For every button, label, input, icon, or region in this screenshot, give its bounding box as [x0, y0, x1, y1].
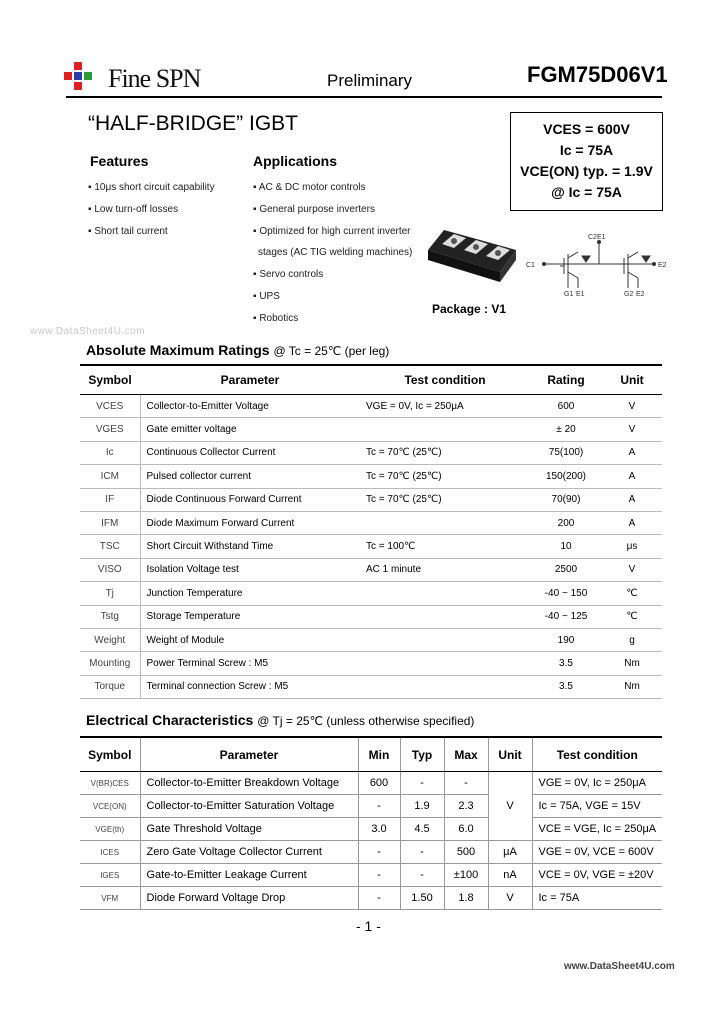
company-logo [64, 62, 214, 98]
table-row: Tstg Storage Temperature -40 ~ 125 ℃ [80, 605, 662, 628]
watermark: www.DataSheet4U.com [30, 326, 146, 337]
table-row: ICES Zero Gate Voltage Collector Current - - 500 μA VGE = 0V, VCE = 600V [80, 841, 662, 864]
list-item: ▪ Short tail current [88, 226, 168, 237]
label-c2e1: C2E1 [588, 234, 606, 241]
label-e2: E2 [636, 291, 645, 298]
list-item: ▪ Low turn-off losses [88, 204, 179, 215]
table-row: ICM Pulsed collector current Tc = 70℃ (25℃) 150(200) A [80, 465, 662, 488]
spec-at-ic: @ Ic = 75A [551, 184, 622, 200]
package-label: Package : V1 [432, 302, 507, 316]
spec-vceon: VCE(ON) typ. = 1.9V [520, 163, 653, 179]
list-item: stages (AC TIG welding machines) [258, 247, 413, 258]
table-row: VGES Gate emitter voltage ± 20 V [80, 418, 662, 441]
elec-condition: @ Tj = 25℃ (unless otherwise specified) [257, 714, 475, 728]
logo-square-red [74, 62, 82, 70]
table-row: VCE(ON) Collector-to-Emitter Saturation Voltage - 1.9 2.3 Ic = 75A, VGE = 15V [80, 795, 662, 818]
abs-max-table [80, 364, 662, 699]
table-row: Mounting Power Terminal Screw : M5 3.5 Nm [80, 652, 662, 675]
features-heading: Features [90, 153, 149, 169]
document-status: Preliminary [327, 71, 413, 90]
logo-square-blue [74, 72, 82, 80]
list-item: ▪ Optimized for high current inverter [253, 226, 411, 237]
page-number: - 1 - [356, 918, 381, 934]
list-item: ▪ UPS [253, 291, 280, 302]
table-row: VGE(th) Gate Threshold Voltage 3.0 4.5 6.0 VCE = VGE, Ic = 250μA [80, 818, 662, 841]
elec-title: Electrical Characteristics @ Tj = 25℃ (unless otherwise specified) [86, 712, 475, 728]
abs-max-title: Absolute Maximum Ratings @ Tc = 25℃ (per leg) [86, 342, 390, 358]
footer-url: www.DataSheet4U.com [564, 961, 675, 972]
abs-max-condition: @ Tc = 25℃ (per leg) [273, 344, 390, 358]
applications-heading: Applications [253, 153, 338, 169]
table-row: Ic Continuous Collector Current Tc = 70℃ (25℃) 75(100) A [80, 441, 662, 464]
label-g1: G1 [564, 291, 574, 298]
table-row: IGES Gate-to-Emitter Leakage Current - - ±100 nA VCE = 0V, VGE = ±20V [80, 864, 662, 887]
list-item: ▪ AC & DC motor controls [253, 182, 366, 193]
table-row: V(BR)CES Collector-to-Emitter Breakdown Voltage 600 - - V VGE = 0V, Ic = 250μA [80, 772, 662, 795]
label-e2-terminal: E2 [658, 262, 667, 269]
table-row: IFM Diode Maximum Forward Current 200 A [80, 511, 662, 534]
list-item: ▪ 10μs short circuit capability [88, 182, 215, 193]
device-title: “HALF-BRIDGE” IGBT [88, 112, 299, 135]
table-row: Weight Weight of Module 190 g [80, 628, 662, 651]
part-number: FGM75D06V1 [527, 62, 668, 87]
label-g2: G2 [624, 291, 634, 298]
table-row: Torque Terminal connection Screw : M5 3.5 Nm [80, 675, 662, 698]
key-specs-box [510, 112, 663, 211]
table-row: VCES Collector-to-Emitter Voltage VGE = 0V, Ic = 250μA 600 V [80, 395, 662, 418]
table-header-row: Symbol Parameter Test condition Rating Unit [80, 365, 662, 395]
spec-ic: Ic = 75A [559, 142, 614, 158]
label-c1: C1 [526, 262, 535, 269]
package-module-image [424, 220, 520, 288]
spec-vces: VCES = 600V [543, 121, 630, 137]
logo-square-red [64, 72, 72, 80]
table-row: VISO Isolation Voltage test AC 1 minute 2500 V [80, 558, 662, 581]
list-item: ▪ General purpose inverters [253, 204, 375, 215]
half-bridge-circuit-diagram [524, 228, 674, 300]
logo-text: Fine SPN [108, 64, 201, 93]
header-divider [66, 96, 662, 98]
list-item: ▪ Servo controls [253, 269, 324, 280]
list-item: ▪ Robotics [253, 313, 299, 324]
table-row: TSC Short Circuit Withstand Time Tc = 100℃ 10 μs [80, 535, 662, 558]
table-header-row: Symbol Parameter Min Typ Max Unit Test condition [80, 737, 662, 772]
logo-square-green [84, 72, 92, 80]
table-row: Tj Junction Temperature -40 ~ 150 ℃ [80, 582, 662, 605]
electrical-characteristics-table [80, 736, 662, 910]
table-row: IF Diode Continuous Forward Current Tc = 70℃ (25℃) 70(90) A [80, 488, 662, 511]
table-row: VFM Diode Forward Voltage Drop - 1.50 1.8 V Ic = 75A [80, 887, 662, 910]
logo-square-red [74, 82, 82, 90]
unit-v-merged: V [488, 772, 532, 841]
label-e1: E1 [576, 291, 585, 298]
